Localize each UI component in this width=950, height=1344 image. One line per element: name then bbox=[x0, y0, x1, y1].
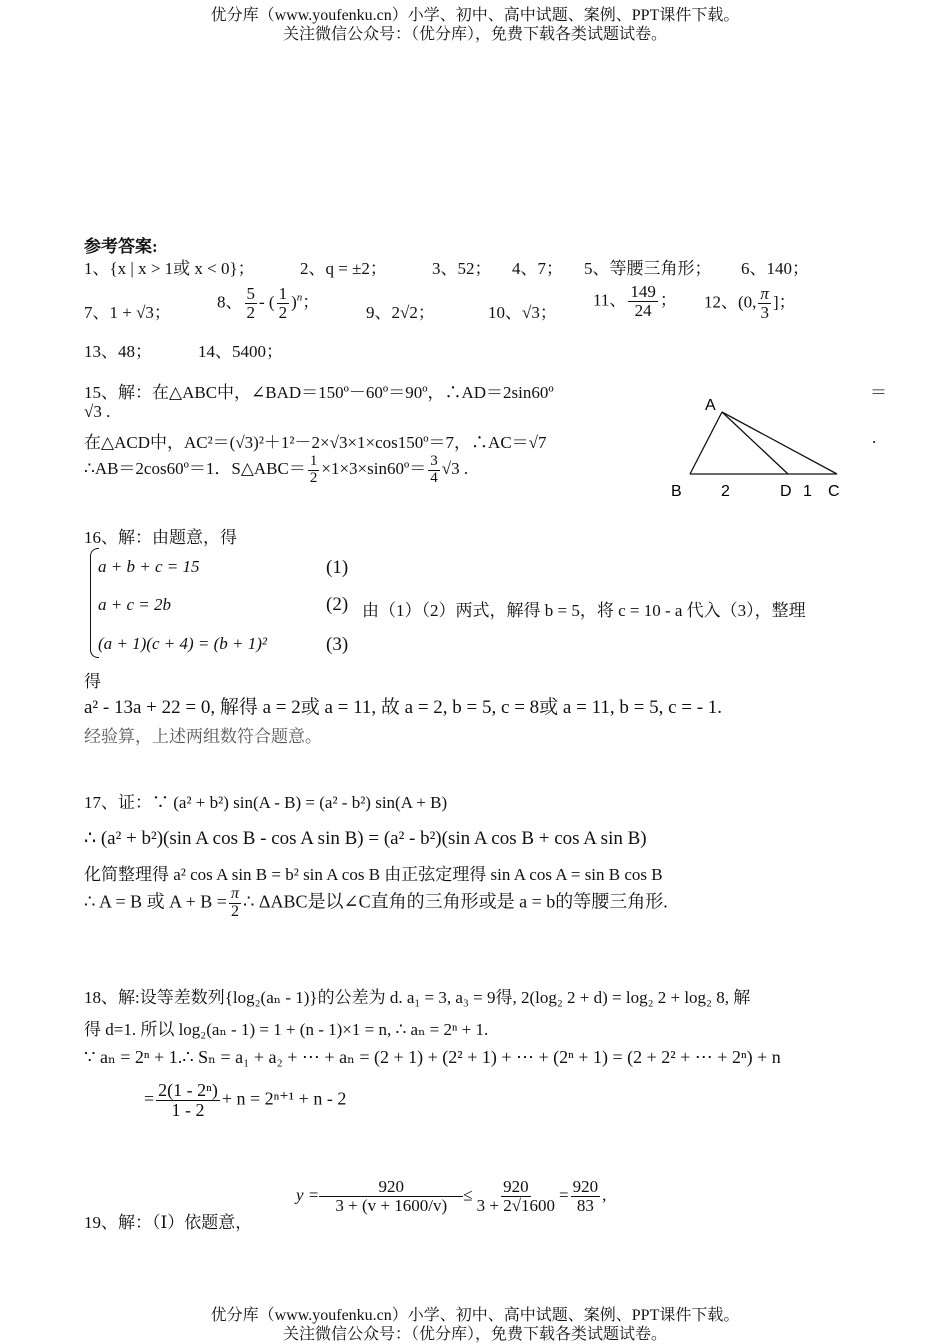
q17-line-4-b: ∴ ΔABC是以∠C直角的三角形或是 a = b的等腰三角形. bbox=[242, 891, 668, 912]
q15-line-4: ∴AB＝2cos60º＝1．S△ABC＝ $\frac{1}{2}$ ×1×3×sin60º＝ $\frac{3}{4}$ √3 . bbox=[84, 453, 469, 486]
q19-f3-den: 83 bbox=[576, 1195, 594, 1215]
answer-7: 7、1 + √3； bbox=[84, 303, 171, 322]
answer-2: 2、q = ±2； bbox=[300, 259, 387, 278]
label-b: B bbox=[671, 483, 682, 500]
label-a: A bbox=[705, 397, 716, 414]
q16-side-text: 由（1）（2）两式，解得 b = 5，将 c = 10 - a 代入（3），整理 bbox=[362, 601, 806, 620]
q18-line-2: 得 d=1. 所以 log₂(aₙ - 1) = 1 + (n - 1)×1 = n, ∴ aₙ = 2ⁿ + 1. bbox=[84, 1020, 489, 1039]
answer-5: 5、等腰三角形； bbox=[584, 259, 712, 278]
q16-eq-3: (a + 1)(c + 4) = (b + 1)² bbox=[98, 634, 267, 653]
footer-line-1: 优分库（www.youfenku.cn）小学、初中、高中试题、案例、PPT课件下载。 bbox=[210, 1307, 740, 1324]
answer-1: 1、{x | x > 1或 x < 0}； bbox=[84, 259, 255, 278]
q17-frac-num: π bbox=[230, 885, 239, 902]
q16-check: 经验算，上述两组数符合题意。 bbox=[84, 727, 322, 746]
answer-8: 8、 $\frac{5}{2}$ - ( $\frac{1}{2}$ )$^n$； bbox=[217, 284, 320, 322]
q16-tag-3: (3) bbox=[326, 634, 349, 655]
answer-6: 6、140； bbox=[741, 259, 809, 278]
label-dc: 1 bbox=[803, 483, 812, 500]
answer-10: 10、√3； bbox=[488, 303, 557, 322]
answer-3: 3、52； bbox=[432, 259, 492, 278]
q15-line-1-eq: ＝ bbox=[870, 383, 887, 402]
q18-line-1: 18、解:设等差数列{log₂(aₙ - 1)}的公差为 d. a₁ = 3, a₃ = 9得, 2(log₂ 2 + d) = log₂ 2 + log₂ 8, 解 bbox=[84, 988, 751, 1007]
answers-title: 参考答案: bbox=[84, 237, 158, 256]
answer-4: 4、7； bbox=[512, 259, 563, 278]
q16-tag-2: (2) bbox=[326, 594, 349, 615]
q17-line-2: ∴ (a² + b²)(sin A cos B - cos A sin B) = (a² - b²)(sin A cos B + cos A sin B) bbox=[84, 828, 647, 849]
triangle-figure bbox=[665, 392, 855, 502]
label-c: C bbox=[828, 483, 840, 500]
q15-line-4-a: ∴AB＝2cos60º＝1．S△ABC＝ bbox=[84, 459, 306, 479]
answer-12-den: 3 bbox=[760, 302, 769, 322]
q15-line-4-b: ×1×3×sin60º＝ bbox=[321, 459, 427, 479]
q17-line-3: 化简整理得 a² cos A sin B = b² sin A cos B 由正弦定理得 sin A cos A = sin B cos B bbox=[84, 865, 663, 884]
answer-12-num: π bbox=[760, 284, 769, 303]
answer-8-label: 8、 bbox=[217, 292, 243, 312]
q19-f3-num: 920 bbox=[572, 1177, 599, 1196]
label-bd: 2 bbox=[721, 483, 730, 500]
q19-f2-num: 920 bbox=[503, 1177, 529, 1196]
q17-line-4-a: ∴ A = B 或 A + B = bbox=[84, 891, 227, 912]
answer-12-label: 12、(0, bbox=[704, 292, 757, 312]
answer-13: 13、48； bbox=[84, 342, 152, 361]
q17-line-1: 17、证：∵ (a² + b²) sin(A - B) = (a² - b²) sin(A + B) bbox=[84, 793, 448, 812]
q18-line-3: ∵ aₙ = 2ⁿ + 1.∴ Sₙ = a₁ + a₂ + ⋯ + aₙ = (2 + 1) + (2² + 1) + ⋯ + (2ⁿ + 1) = (2 + 2² + ⋯ + 2ⁿ) + n bbox=[84, 1047, 781, 1067]
q15-line-3: 在△ACD中，AC²＝(√3)²＋1²－2×√3×1×cos150º＝7，∴AC＝√7 bbox=[84, 433, 547, 452]
q16-eq-1: a + b + c = 15 bbox=[98, 557, 200, 576]
q18-rest: + n = 2ⁿ⁺¹ + n - 2 bbox=[221, 1088, 347, 1109]
header-line-2: 关注微信公众号：（优分库），免费下载各类试题试卷。 bbox=[282, 26, 667, 43]
q19-tail: , bbox=[602, 1185, 607, 1205]
answer-11-num: 149 bbox=[630, 282, 656, 301]
side-ad bbox=[722, 412, 788, 474]
q18-line-4 bbox=[144, 1081, 346, 1120]
q18-frac-num: 2(1 - 2ⁿ) bbox=[158, 1080, 218, 1100]
q19-y: y = bbox=[296, 1185, 320, 1205]
header-line-1: 优分库（www.youfenku.cn）小学、初中、高中试题、案例、PPT课件下载。 bbox=[210, 7, 740, 24]
q15-line-4-c: √3 . bbox=[441, 459, 469, 479]
q16-line-1: 16、解：由题意，得 bbox=[84, 528, 237, 547]
q15-line-1: 15、解：在△ABC中，∠BAD＝150º－60º＝90º，∴AD＝2sin60º bbox=[84, 383, 554, 402]
q19-expression bbox=[296, 1178, 606, 1215]
footer-line-2: 关注微信公众号：（优分库），免费下载各类试题试卷。 bbox=[282, 1326, 667, 1343]
answer-11-label: 11、 bbox=[593, 290, 627, 310]
answer-9: 9、2√2； bbox=[366, 303, 435, 322]
q18-eq: = bbox=[144, 1088, 155, 1109]
q19-eq: = bbox=[559, 1185, 569, 1205]
answer-11-den: 24 bbox=[634, 300, 652, 320]
q17-frac-den: 2 bbox=[230, 902, 239, 920]
q19-f2-den: 3 + 2√1600 bbox=[476, 1195, 556, 1215]
q15-line-3-end: . bbox=[872, 428, 877, 447]
q16-de: 得 bbox=[84, 672, 101, 691]
q19-le: ≤ bbox=[463, 1185, 473, 1205]
q16-tag-1: (1) bbox=[326, 557, 349, 578]
q19-f1-den: 3 + (v + 1600/v) bbox=[335, 1195, 448, 1215]
q18-frac-den: 1 - 2 bbox=[171, 1099, 205, 1120]
q19-line-1: 19、解：（Ⅰ）依题意， bbox=[84, 1213, 253, 1232]
q19-f1-num: 920 bbox=[319, 1178, 463, 1197]
answer-11: 11、 $\frac{149}{24}$ ； bbox=[593, 282, 677, 320]
q15-line-2: √3 . bbox=[84, 402, 111, 421]
label-d: D bbox=[780, 483, 792, 500]
side-ab bbox=[690, 412, 722, 474]
q17-line-4 bbox=[84, 886, 668, 921]
q16-eq-2: a + c = 2b bbox=[98, 595, 171, 614]
side-ac bbox=[722, 412, 837, 474]
answer-14: 14、5400； bbox=[198, 342, 283, 361]
q16-solution: a² - 13a + 22 = 0, 解得 a = 2或 a = 11, 故 a = 2, b = 5, c = 8或 a = 11, b = 5, c = - 1. bbox=[84, 697, 723, 718]
answer-12: 12、(0, $\frac{\pi}{3}$ ]； bbox=[704, 284, 796, 322]
